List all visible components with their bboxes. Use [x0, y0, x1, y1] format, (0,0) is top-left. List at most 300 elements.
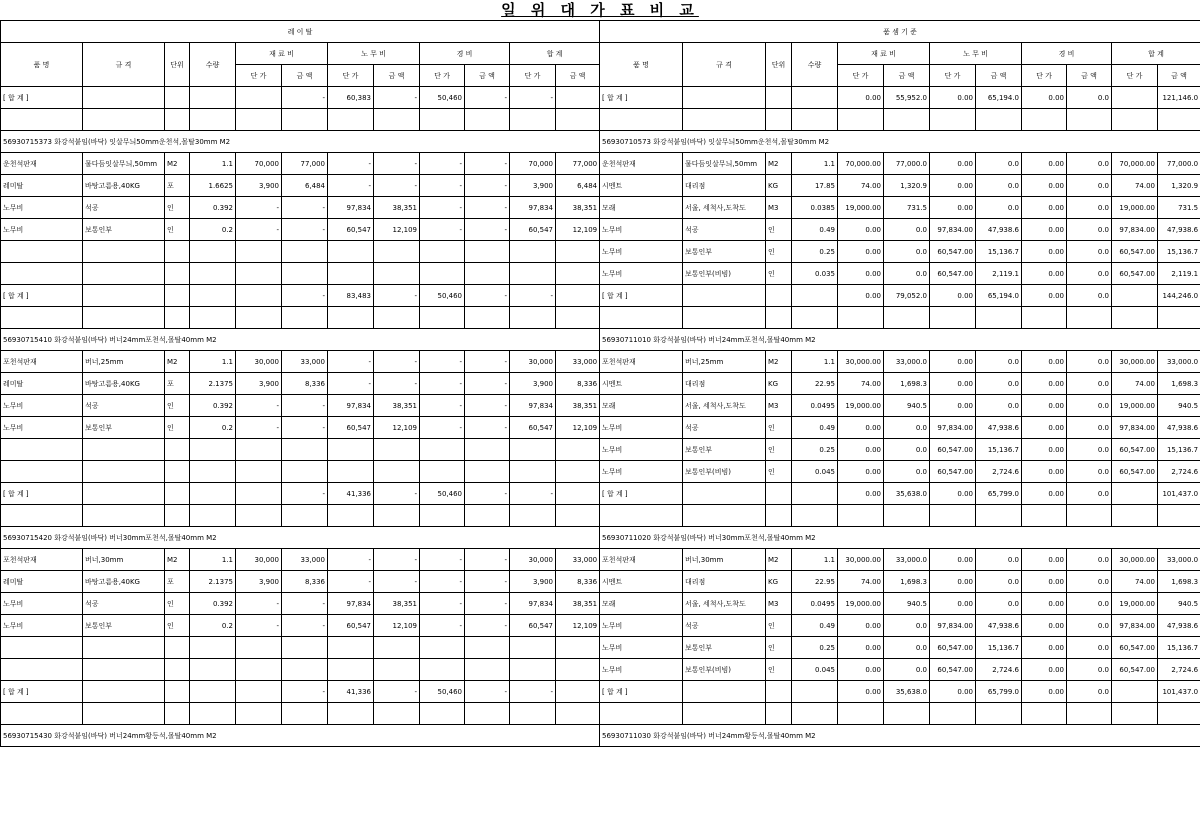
cell-expense-unit-price: 0.00 [1022, 175, 1067, 197]
empty-cell [1, 637, 83, 659]
cell-expense-amount: 0.0 [1067, 351, 1112, 373]
cell-total-amount: 47,938.6 [1158, 615, 1200, 637]
cell-labor-unit-price: - [328, 351, 374, 373]
empty-cell [374, 263, 420, 285]
empty-cell [83, 505, 165, 527]
cell-unit: 인 [766, 461, 792, 483]
empty-cell [1067, 109, 1112, 131]
empty-cell [236, 461, 282, 483]
cell-material-amount: 77,000.0 [884, 153, 930, 175]
cell-material-unit-price: 70,000.00 [838, 153, 884, 175]
empty-cell [1022, 505, 1067, 527]
cell-labor-amount: 2,119.1 [976, 263, 1022, 285]
blank-row [1, 307, 600, 329]
cell-total-amount: 38,351 [556, 197, 600, 219]
empty-cell [282, 505, 328, 527]
col-header-name: 품 명 [1, 43, 83, 87]
empty-cell [328, 505, 374, 527]
cell-qty: 22.95 [792, 373, 838, 395]
col-header-unit-price: 단 가 [1022, 65, 1067, 87]
table-row [600, 439, 1200, 461]
cell-labor-amount: 0.0 [976, 153, 1022, 175]
empty-cell [328, 241, 374, 263]
cell-spec [683, 285, 766, 307]
cell-qty [190, 483, 236, 505]
cell-material-amount: - [282, 593, 328, 615]
empty-cell [236, 659, 282, 681]
cell-labor-unit-price: - [328, 373, 374, 395]
empty-cell [328, 659, 374, 681]
cell-expense-unit-price: 0.00 [1022, 483, 1067, 505]
cell-expense-unit-price: 0.00 [1022, 593, 1067, 615]
empty-cell [510, 263, 556, 285]
cell-material-unit-price: 30,000 [236, 351, 282, 373]
empty-cell [510, 439, 556, 461]
cell-spec: 대리점 [683, 175, 766, 197]
cell-total-amount: 38,351 [556, 395, 600, 417]
cell-labor-amount: 12,109 [374, 615, 420, 637]
cell-expense-unit-price: - [420, 571, 465, 593]
cell-unit: 인 [165, 615, 190, 637]
empty-cell [83, 307, 165, 329]
cell-spec [683, 483, 766, 505]
cell-name: 시멘트 [600, 571, 683, 593]
cell-total-amount: 940.5 [1158, 593, 1200, 615]
cell-spec: 보통인부(비빔) [683, 659, 766, 681]
blank-row [600, 703, 1200, 725]
cell-expense-unit-price: - [420, 219, 465, 241]
empty-cell [236, 637, 282, 659]
cell-total-unit-price: - [510, 87, 556, 109]
cell-total-unit-price: 30,000.00 [1112, 351, 1158, 373]
empty-cell [420, 263, 465, 285]
cell-material-amount: 33,000 [282, 351, 328, 373]
cell-name: 노무비 [600, 417, 683, 439]
cell-material-amount: - [282, 615, 328, 637]
empty-cell [374, 109, 420, 131]
cell-qty: 0.0385 [792, 197, 838, 219]
col-header-unit-price: 단 가 [236, 65, 282, 87]
cell-total-unit-price [1112, 681, 1158, 703]
cell-material-unit-price: 0.00 [838, 637, 884, 659]
cell-unit: 인 [766, 417, 792, 439]
cell-total-unit-price: 97,834.00 [1112, 615, 1158, 637]
empty-cell [465, 637, 510, 659]
empty-cell [792, 505, 838, 527]
empty-cell [556, 109, 600, 131]
cell-name: 노무비 [600, 263, 683, 285]
empty-cell [165, 439, 190, 461]
empty-cell [976, 703, 1022, 725]
cell-total-amount [556, 483, 600, 505]
cell-labor-unit-price: 0.00 [930, 549, 976, 571]
empty-cell [510, 505, 556, 527]
cell-qty: 1.1 [190, 351, 236, 373]
section-band: 레 이 탈 [1, 21, 600, 43]
cell-total-unit-price: 30,000 [510, 549, 556, 571]
blank-row [1, 505, 600, 527]
cell-material-unit-price: - [236, 197, 282, 219]
cell-unit: 인 [165, 593, 190, 615]
cell-total-amount: 77,000.0 [1158, 153, 1200, 175]
cell-expense-unit-price: 0.00 [1022, 417, 1067, 439]
cell-spec: 보통인부 [83, 615, 165, 637]
empty-cell [683, 307, 766, 329]
empty-cell [600, 703, 683, 725]
cell-qty: 0.25 [792, 637, 838, 659]
cell-total-unit-price: 74.00 [1112, 175, 1158, 197]
cell-material-unit-price: 19,000.00 [838, 593, 884, 615]
empty-cell [1, 307, 83, 329]
col-header-labor: 노 무 비 [328, 43, 420, 65]
cell-expense-unit-price: 0.00 [1022, 395, 1067, 417]
blank-row [1, 659, 600, 681]
empty-cell [556, 505, 600, 527]
cell-material-unit-price: 0.00 [838, 219, 884, 241]
cell-expense-amount: - [465, 373, 510, 395]
cell-total-unit-price: 30,000.00 [1112, 549, 1158, 571]
cell-qty: 0.045 [792, 659, 838, 681]
cell-name: 모래 [600, 395, 683, 417]
cell-labor-unit-price: 0.00 [930, 175, 976, 197]
cell-labor-unit-price: 97,834.00 [930, 417, 976, 439]
empty-cell [1112, 703, 1158, 725]
blank-row [1, 637, 600, 659]
cell-material-amount: - [282, 483, 328, 505]
empty-cell [83, 703, 165, 725]
cell-expense-unit-price: - [420, 395, 465, 417]
cell-labor-unit-price: 0.00 [930, 571, 976, 593]
cell-labor-amount: - [374, 285, 420, 307]
cell-name: 포천석판재 [600, 351, 683, 373]
cell-unit: M2 [766, 153, 792, 175]
table-row [600, 637, 1200, 659]
cell-expense-amount: 0.0 [1067, 439, 1112, 461]
cell-qty [792, 87, 838, 109]
table-row [1, 175, 600, 197]
cell-labor-unit-price: 60,547.00 [930, 439, 976, 461]
col-header-amount: 금 액 [465, 65, 510, 87]
cell-material-unit-price: 0.00 [838, 439, 884, 461]
cell-unit [165, 285, 190, 307]
cell-labor-unit-price: 97,834 [328, 197, 374, 219]
cell-name: [ 합 계 ] [600, 483, 683, 505]
cell-unit [766, 483, 792, 505]
table-row [600, 373, 1200, 395]
cell-spec: 바탕고름용,40KG [83, 373, 165, 395]
empty-cell [236, 109, 282, 131]
cell-unit: 인 [766, 615, 792, 637]
empty-cell [1, 109, 83, 131]
cell-labor-amount: 0.0 [976, 351, 1022, 373]
cell-unit: 포 [165, 373, 190, 395]
cell-expense-amount: - [465, 87, 510, 109]
empty-cell [1, 439, 83, 461]
empty-cell [465, 461, 510, 483]
cell-labor-amount: 38,351 [374, 593, 420, 615]
cell-material-amount: 0.0 [884, 219, 930, 241]
cell-labor-amount: - [374, 153, 420, 175]
cell-total-unit-price: 3,900 [510, 373, 556, 395]
blank-row [1, 703, 600, 725]
empty-cell [282, 109, 328, 131]
blank-row [600, 307, 1200, 329]
col-header-total: 합 계 [1112, 43, 1200, 65]
table-row [1, 593, 600, 615]
cell-unit: 포 [165, 571, 190, 593]
empty-cell [838, 703, 884, 725]
cell-total-unit-price: 60,547.00 [1112, 439, 1158, 461]
cell-total-unit-price: 97,834.00 [1112, 417, 1158, 439]
cell-labor-unit-price: 97,834.00 [930, 615, 976, 637]
cell-unit [766, 87, 792, 109]
cell-expense-unit-price: 50,460 [420, 681, 465, 703]
cell-total-amount: 8,336 [556, 373, 600, 395]
cell-expense-amount: 0.0 [1067, 263, 1112, 285]
cell-expense-unit-price: 0.00 [1022, 439, 1067, 461]
cell-total-unit-price: 3,900 [510, 571, 556, 593]
empty-cell [600, 109, 683, 131]
cell-labor-amount: 47,938.6 [976, 417, 1022, 439]
table-row [1, 417, 600, 439]
cell-labor-unit-price: 60,547 [328, 615, 374, 637]
empty-cell [1112, 109, 1158, 131]
cell-material-amount: 8,336 [282, 373, 328, 395]
empty-cell [510, 461, 556, 483]
item-group-title: 56930711030 화강석붙임(바닥) 버너24mm황등석,몰탈40mm M2 [600, 725, 1200, 747]
cell-expense-unit-price: - [420, 593, 465, 615]
cell-labor-amount: 12,109 [374, 219, 420, 241]
table-row [1, 285, 600, 307]
cell-spec: 서울, 세척사,도착도 [683, 395, 766, 417]
cell-name: [ 합 계 ] [1, 483, 83, 505]
cell-spec: 석공 [83, 593, 165, 615]
cell-qty [792, 483, 838, 505]
empty-cell [1067, 307, 1112, 329]
cell-material-unit-price: - [236, 395, 282, 417]
cell-material-amount: - [282, 219, 328, 241]
table-row [1, 87, 600, 109]
cell-spec: 보통인부 [683, 637, 766, 659]
cell-name: 레미탈 [1, 571, 83, 593]
cell-expense-amount: 0.0 [1067, 219, 1112, 241]
cell-expense-unit-price: 0.00 [1022, 153, 1067, 175]
cell-total-unit-price: 70,000.00 [1112, 153, 1158, 175]
table-row [1, 153, 600, 175]
left-sheet [0, 20, 599, 819]
cell-labor-unit-price: 0.00 [930, 197, 976, 219]
empty-cell [884, 307, 930, 329]
cell-expense-unit-price: - [420, 373, 465, 395]
cell-material-unit-price [236, 87, 282, 109]
cell-material-amount: 0.0 [884, 615, 930, 637]
cell-spec: 보통인부(비빔) [683, 461, 766, 483]
cell-total-unit-price: 19,000.00 [1112, 593, 1158, 615]
cell-spec [83, 87, 165, 109]
cell-expense-unit-price: - [420, 197, 465, 219]
empty-cell [465, 439, 510, 461]
cell-total-amount: 6,484 [556, 175, 600, 197]
cell-labor-unit-price: - [328, 571, 374, 593]
cell-labor-unit-price: 97,834.00 [930, 219, 976, 241]
empty-cell [930, 703, 976, 725]
cell-material-unit-price: 0.00 [838, 263, 884, 285]
empty-cell [236, 241, 282, 263]
empty-cell [328, 263, 374, 285]
cell-material-amount: 0.0 [884, 263, 930, 285]
cell-labor-unit-price: 60,547.00 [930, 263, 976, 285]
cell-material-amount: 940.5 [884, 395, 930, 417]
cell-expense-amount: - [465, 681, 510, 703]
col-header-amount: 금 액 [976, 65, 1022, 87]
empty-cell [510, 307, 556, 329]
cell-spec [83, 483, 165, 505]
empty-cell [683, 109, 766, 131]
cell-material-amount: 0.0 [884, 461, 930, 483]
cell-spec: 버너,30mm [683, 549, 766, 571]
cell-name: 노무비 [600, 637, 683, 659]
cell-expense-amount: 0.0 [1067, 153, 1112, 175]
cell-labor-amount: 2,724.6 [976, 659, 1022, 681]
cell-name: 노무비 [1, 593, 83, 615]
cell-name: 포천석판재 [1, 351, 83, 373]
cell-expense-amount: 0.0 [1067, 285, 1112, 307]
empty-cell [510, 659, 556, 681]
cell-labor-unit-price: 60,547.00 [930, 637, 976, 659]
col-header-unit-price: 단 가 [838, 65, 884, 87]
empty-cell [83, 637, 165, 659]
table-row [600, 241, 1200, 263]
cell-material-unit-price: 30,000.00 [838, 549, 884, 571]
cell-material-amount: 33,000.0 [884, 351, 930, 373]
cell-name: 모래 [600, 197, 683, 219]
cell-name: 노무비 [600, 461, 683, 483]
cell-labor-unit-price: - [328, 549, 374, 571]
table-row [600, 681, 1200, 703]
cell-labor-amount: - [374, 87, 420, 109]
cell-expense-unit-price: 0.00 [1022, 571, 1067, 593]
cell-material-unit-price: 19,000.00 [838, 197, 884, 219]
col-header-unit-price: 단 가 [930, 65, 976, 87]
empty-cell [374, 439, 420, 461]
empty-cell [510, 109, 556, 131]
empty-cell [1022, 307, 1067, 329]
empty-cell [600, 307, 683, 329]
col-header-material: 재 료 비 [236, 43, 328, 65]
item-group-title: 56930715430 화강석붙임(바닥) 버너24mm황등석,몰탈40mm M2 [1, 725, 600, 747]
cell-expense-unit-price: 0.00 [1022, 659, 1067, 681]
empty-cell [282, 439, 328, 461]
cell-expense-amount: 0.0 [1067, 461, 1112, 483]
empty-cell [190, 637, 236, 659]
cell-labor-unit-price: 0.00 [930, 87, 976, 109]
cell-name: [ 합 계 ] [600, 285, 683, 307]
cell-unit: M2 [165, 351, 190, 373]
cell-total-unit-price: 3,900 [510, 175, 556, 197]
cell-material-unit-price: 0.00 [838, 285, 884, 307]
cell-expense-amount: 0.0 [1067, 241, 1112, 263]
empty-cell [556, 637, 600, 659]
cell-expense-amount: - [465, 549, 510, 571]
col-header-amount: 금 액 [556, 65, 600, 87]
empty-cell [556, 461, 600, 483]
cell-expense-amount: - [465, 593, 510, 615]
cell-qty: 0.49 [792, 219, 838, 241]
empty-cell [374, 637, 420, 659]
col-header-expense: 경 비 [420, 43, 510, 65]
cell-material-amount: - [282, 395, 328, 417]
cell-spec: 보통인부 [683, 241, 766, 263]
empty-cell [236, 263, 282, 285]
cell-name: [ 합 계 ] [1, 285, 83, 307]
cell-expense-amount: 0.0 [1067, 549, 1112, 571]
cell-material-amount: - [282, 681, 328, 703]
empty-cell [282, 263, 328, 285]
cell-labor-amount: 47,938.6 [976, 219, 1022, 241]
cell-spec: 석공 [683, 219, 766, 241]
empty-cell [190, 659, 236, 681]
table-row [600, 153, 1200, 175]
empty-cell [420, 637, 465, 659]
cell-spec: 석공 [683, 417, 766, 439]
cell-expense-amount: - [465, 615, 510, 637]
cell-labor-amount: 65,799.0 [976, 483, 1022, 505]
cell-expense-amount: - [465, 219, 510, 241]
item-group-header [600, 725, 1200, 747]
col-header-spec: 규 격 [83, 43, 165, 87]
cell-material-amount: 0.0 [884, 659, 930, 681]
empty-cell [420, 659, 465, 681]
cell-labor-unit-price: 0.00 [930, 483, 976, 505]
cell-material-amount: 35,638.0 [884, 681, 930, 703]
cell-unit: M3 [766, 395, 792, 417]
empty-cell [374, 505, 420, 527]
cell-spec [683, 87, 766, 109]
empty-cell [792, 307, 838, 329]
cell-labor-amount: - [374, 483, 420, 505]
cell-material-unit-price: 30,000 [236, 549, 282, 571]
cell-qty [190, 285, 236, 307]
cell-unit: KG [766, 571, 792, 593]
empty-cell [236, 703, 282, 725]
empty-cell [556, 241, 600, 263]
col-header-labor: 노 무 비 [930, 43, 1022, 65]
cell-material-amount: 0.0 [884, 241, 930, 263]
cell-unit: M2 [165, 549, 190, 571]
table-row [1, 615, 600, 637]
empty-cell [165, 241, 190, 263]
empty-cell [282, 461, 328, 483]
cell-total-amount: 15,136.7 [1158, 241, 1200, 263]
empty-cell [600, 505, 683, 527]
col-header-amount: 금 액 [884, 65, 930, 87]
table-row [600, 285, 1200, 307]
empty-cell [420, 241, 465, 263]
cell-name: 시멘트 [600, 175, 683, 197]
cell-spec: 석공 [683, 615, 766, 637]
cell-unit: 인 [165, 395, 190, 417]
cell-expense-unit-price: 0.00 [1022, 351, 1067, 373]
cell-total-amount: 38,351 [556, 593, 600, 615]
cell-expense-unit-price: 0.00 [1022, 549, 1067, 571]
cell-total-unit-price [1112, 87, 1158, 109]
cell-labor-unit-price: 0.00 [930, 153, 976, 175]
cell-expense-amount: - [465, 395, 510, 417]
empty-cell [1, 505, 83, 527]
cell-expense-amount: 0.0 [1067, 373, 1112, 395]
cell-unit: 포 [165, 175, 190, 197]
cell-material-unit-price: - [236, 417, 282, 439]
